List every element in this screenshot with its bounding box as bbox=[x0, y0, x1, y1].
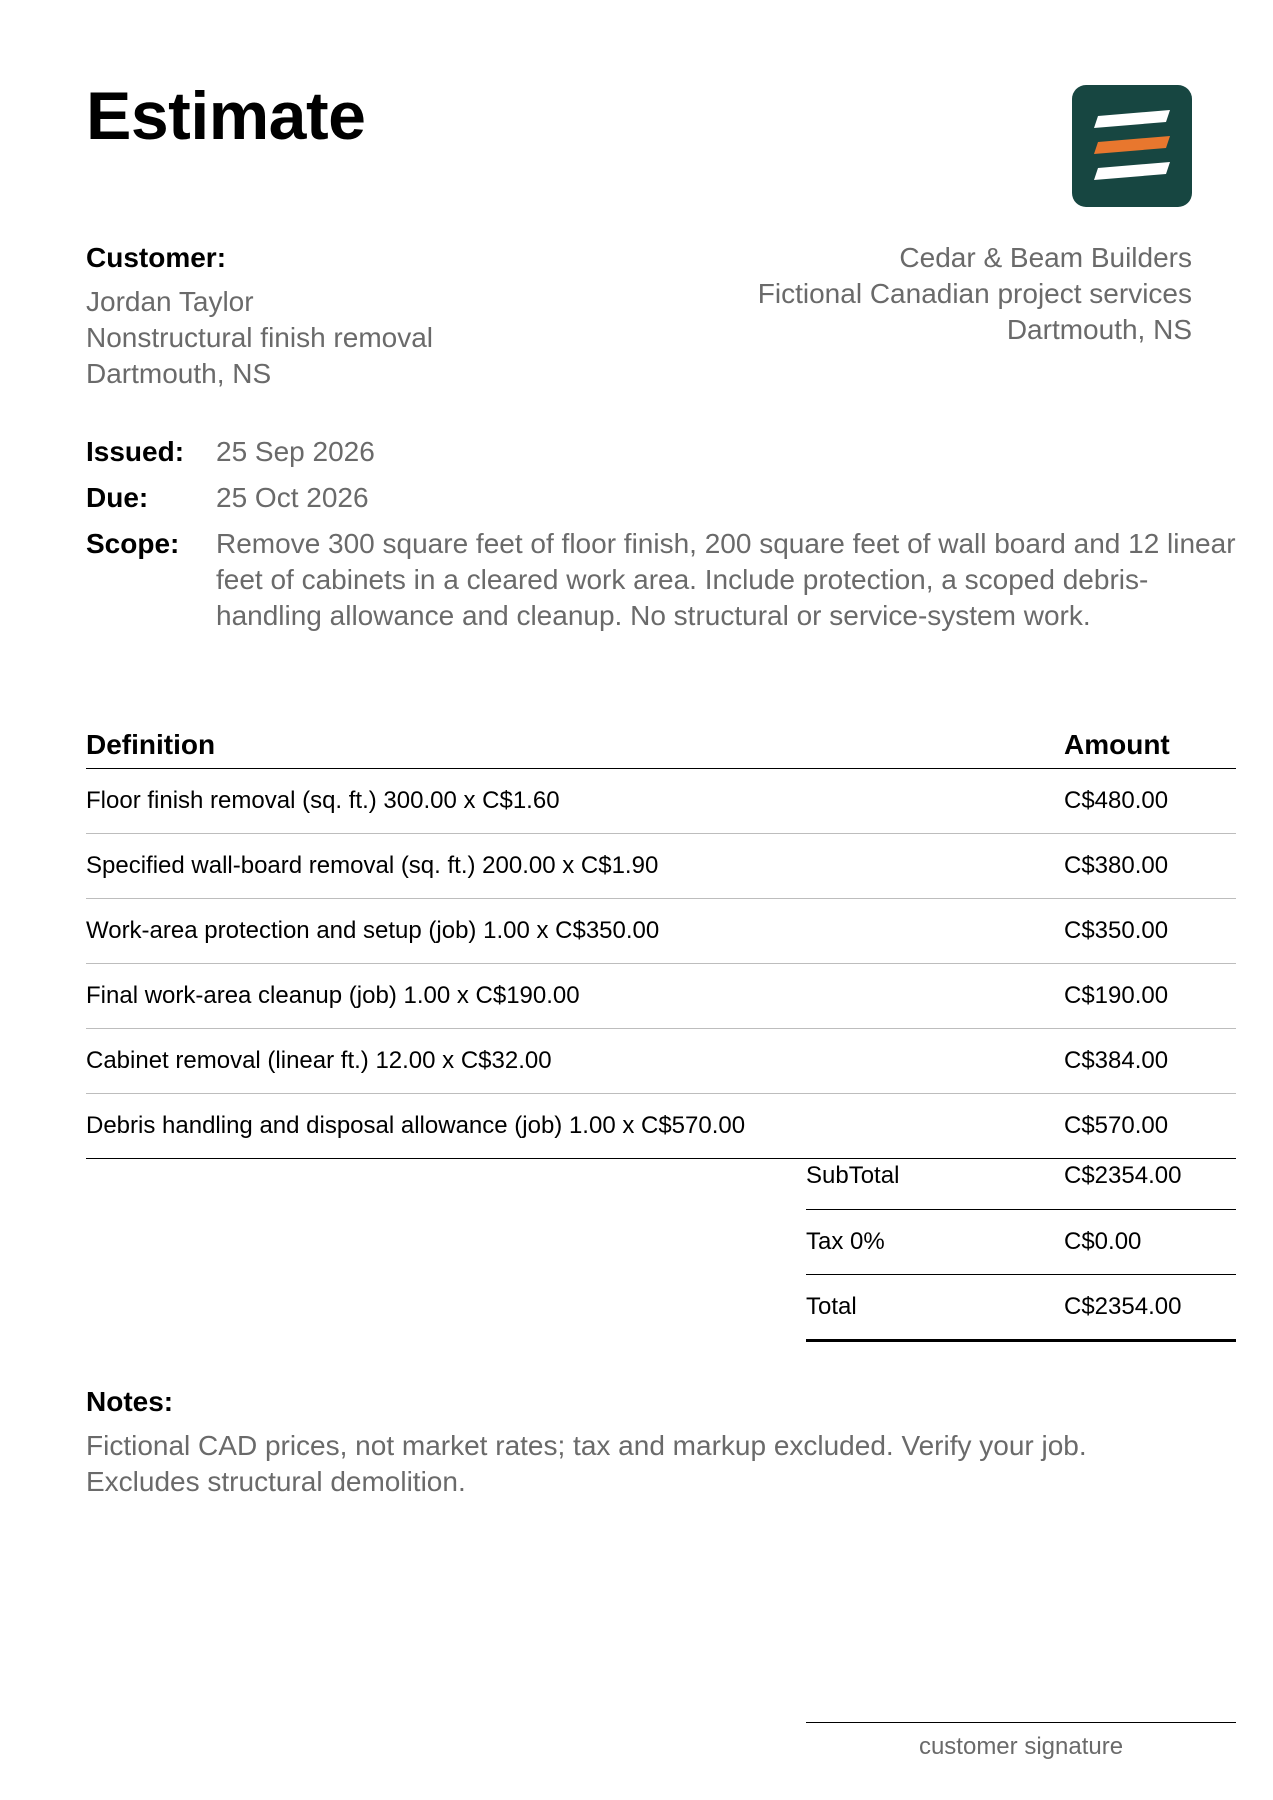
item-definition: Final work-area cleanup (job) 1.00 x C$190.00 bbox=[86, 982, 580, 1009]
notes-block bbox=[86, 1384, 1236, 1500]
tax-label: Tax 0% bbox=[806, 1228, 885, 1255]
estimate-meta bbox=[86, 434, 1236, 644]
table-header bbox=[86, 722, 1236, 769]
item-amount: C$350.00 bbox=[1064, 917, 1169, 944]
amount-header: Amount bbox=[1064, 729, 1170, 760]
totals-block bbox=[806, 1152, 1236, 1342]
scope-text: Remove 300 square feet of floor finish, 200 square feet of wall board and 12 linear feet of cabinets in a cleared work area. Include protection, a scoped debris-handling allowance and cleanup. No structural or service-system work. bbox=[216, 528, 1236, 631]
table-row bbox=[86, 899, 1236, 964]
notes-line-2: Excludes structural demolition. bbox=[86, 1466, 466, 1497]
table-row bbox=[86, 1094, 1236, 1159]
customer-name: Jordan Taylor bbox=[86, 286, 254, 317]
total-label: Total bbox=[806, 1293, 857, 1320]
total-row bbox=[806, 1275, 1236, 1342]
notes-heading: Notes: bbox=[86, 1386, 174, 1417]
signature-caption: customer signature bbox=[918, 1733, 1124, 1760]
customer-block bbox=[86, 240, 646, 392]
total-value: C$2354.00 bbox=[1064, 1293, 1182, 1320]
item-amount: C$570.00 bbox=[1064, 1112, 1169, 1139]
item-amount: C$480.00 bbox=[1064, 787, 1169, 814]
subtotal-value: C$2354.00 bbox=[1064, 1162, 1182, 1189]
company-name: Cedar & Beam Builders bbox=[899, 242, 1192, 273]
tax-row bbox=[806, 1210, 1236, 1275]
subtotal-row bbox=[806, 1152, 1236, 1210]
company-location: Dartmouth, NS bbox=[1006, 314, 1192, 345]
item-definition: Debris handling and disposal allowance (job) 1.00 x C$570.00 bbox=[86, 1112, 746, 1139]
subtotal-label: SubTotal bbox=[806, 1162, 900, 1189]
line-items-table bbox=[86, 722, 1236, 1159]
company-tagline: Fictional Canadian project services bbox=[757, 278, 1192, 309]
item-amount: C$384.00 bbox=[1064, 1047, 1169, 1074]
table-row bbox=[86, 1029, 1236, 1094]
item-definition: Specified wall-board removal (sq. ft.) 200.00 x C$1.90 bbox=[86, 852, 659, 879]
table-row bbox=[86, 964, 1236, 1029]
item-definition: Work-area protection and setup (job) 1.00 x C$350.00 bbox=[86, 917, 660, 944]
due-date: 25 Oct 2026 bbox=[216, 482, 369, 513]
due-row bbox=[86, 480, 1236, 516]
due-label: Due: bbox=[86, 482, 149, 513]
issued-date: 25 Sep 2026 bbox=[216, 436, 375, 467]
issued-row bbox=[86, 434, 1236, 470]
scope-label: Scope: bbox=[86, 528, 180, 559]
item-amount: C$380.00 bbox=[1064, 852, 1169, 879]
customer-project: Nonstructural finish removal bbox=[86, 322, 434, 353]
definition-header: Definition bbox=[86, 729, 216, 760]
signature-block bbox=[806, 1722, 1236, 1761]
table-row bbox=[86, 769, 1236, 834]
item-definition: Floor finish removal (sq. ft.) 300.00 x C$1.60 bbox=[86, 787, 560, 814]
table-row bbox=[86, 834, 1236, 899]
customer-location: Dartmouth, NS bbox=[86, 358, 272, 389]
stacked-planks-icon bbox=[1072, 85, 1192, 207]
tax-value: C$0.00 bbox=[1064, 1228, 1142, 1255]
company-logo bbox=[1072, 85, 1192, 207]
issued-label: Issued: bbox=[86, 436, 185, 467]
company-block bbox=[572, 240, 1192, 348]
item-amount: C$190.00 bbox=[1064, 982, 1169, 1009]
signature-line[interactable] bbox=[806, 1722, 1236, 1723]
customer-heading: Customer: bbox=[86, 242, 227, 273]
notes-line-1: Fictional CAD prices, not market rates; tax and markup excluded. Verify your job. bbox=[86, 1430, 1087, 1461]
item-definition: Cabinet removal (linear ft.) 12.00 x C$32.00 bbox=[86, 1047, 552, 1074]
scope-row bbox=[86, 526, 1236, 634]
page-title: Estimate bbox=[86, 78, 366, 154]
